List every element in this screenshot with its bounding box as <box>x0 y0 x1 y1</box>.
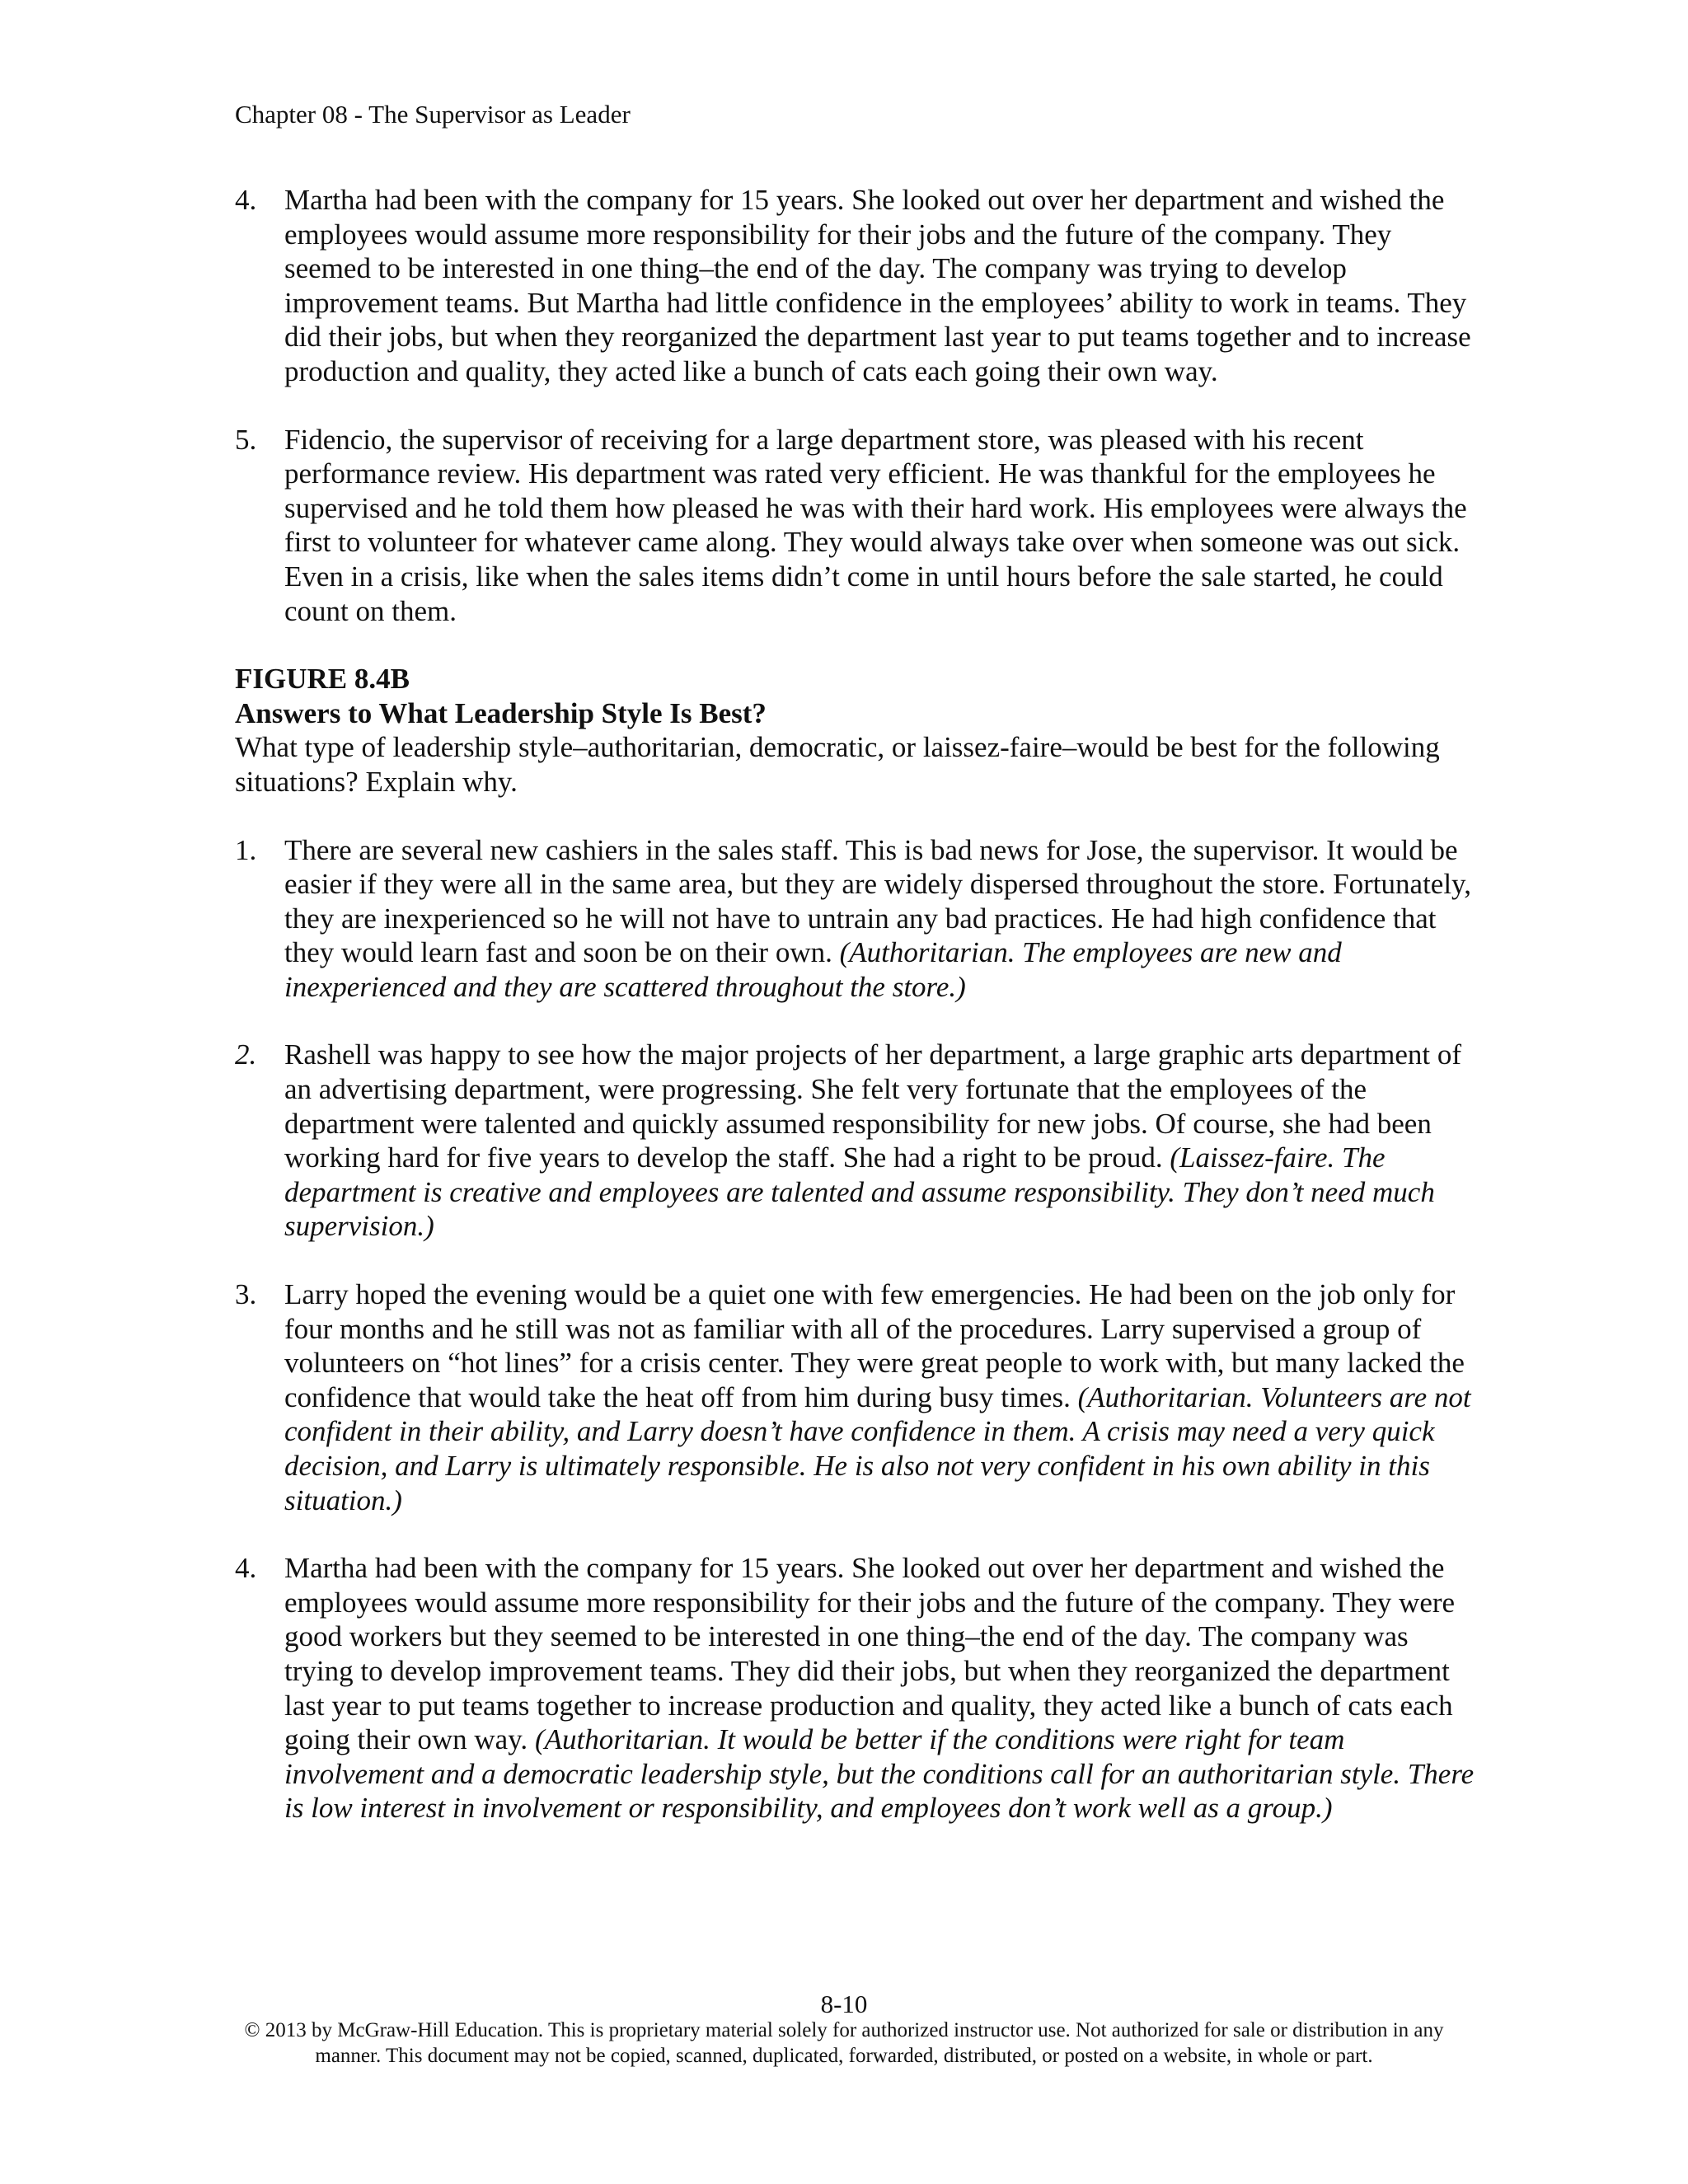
item-answer: (Authoritarian. It would be better if the conditions were right for team involvement and a democratic leadership style, but the conditions call for an authoritarian style. There is low interest in involvement or responsibility, and employees don’t work well as a group.) <box>284 1723 1475 1825</box>
item-number: 2. <box>235 1038 257 1071</box>
list-item <box>235 833 1475 1005</box>
copyright-notice: © 2013 by McGraw-Hill Education. This is proprietary material solely for authorized instructor use. Not authorized for sale or distribution in any manner. This document may not be copied, scanned, duplicated, forwarded, distributed, or posted on a website, in whole or part. <box>244 2019 1444 2067</box>
item-number: 4. <box>235 184 257 216</box>
item-answer: (Authoritarian. The employees are new and inexperienced and they are scattered throughout the store.) <box>284 936 1342 1003</box>
item-body <box>284 833 1475 1005</box>
item-body <box>284 1551 1475 1825</box>
list-item <box>235 1038 1475 1244</box>
item-text: Larry hoped the evening would be a quiet one with few emergencies. He had been on the job only for four months and he still was not as familiar with all of the procedures. Larry supervised a group of volunteers on “hot lines” for a crisis center. They were great people to work with, but many lacked the confidence that would take the heat off from him during busy times. <box>284 1278 1465 1413</box>
list-item <box>235 1277 1475 1517</box>
item-text: Martha had been with the company for 15 years. She looked out over her department and wished the employees would assume more responsibility for their jobs and the future of the company. They seemed to be interested in one thing–the end of the day. The company was trying to develop improvement teams. But Martha had little confidence in the employees’ ability to work in teams. They did their jobs, but when they reorganized the department last year to put teams together and to increase production and quality, they acted like a bunch of cats each going their own way. <box>284 184 1471 387</box>
item-text: Martha had been with the company for 15 years. She looked out over her department and wished the employees would assume more responsibility for their jobs and the future of the company. They were good workers but they seemed to be interested in one thing–the end of the day. The company was trying to develop improvement teams. They did their jobs, but when they reorganized the department last year to put teams together to increase production and quality, they acted like a bunch of cats each going their own way. <box>284 1552 1456 1756</box>
chapter-header: Chapter 08 - The Supervisor as Leader <box>235 100 631 129</box>
item-number: 3. <box>235 1278 257 1311</box>
item-number: 4. <box>235 1552 257 1585</box>
figure-heading <box>235 662 1475 730</box>
list-item <box>235 183 1475 389</box>
item-number: 1. <box>235 833 257 866</box>
page-number: 8-10 <box>820 1990 868 2018</box>
item-answer: (Authoritarian. Volunteers are not confident in their ability, and Larry doesn’t have confidence in them. A crisis may need a very quick decision, and Larry is ultimately responsible. He is also not very confident in his own ability in this situation.) <box>284 1380 1471 1516</box>
item-body <box>284 1038 1475 1244</box>
item-number: 5. <box>235 423 257 456</box>
figure-title: Answers to What Leadership Style Is Best? <box>235 696 767 729</box>
item-text: There are several new cashiers in the sales staff. This is bad news for Jose, the supervisor. It would be easier if they were all in the same area, but they are widely dispersed throughout the store. Fortunately, they are inexperienced so he will not have to untrain any bad practices. He had high confidence that they would learn fast and soon be on their own. <box>284 833 1472 969</box>
item-text: Rashell was happy to see how the major projects of her department, a large graphic arts department of an advertising department, were progressing. She felt very fortunate that the employees of the department were talented and quickly assumed responsibility for new jobs. Of course, she had been working hard for five years to develop the staff. She had a right to be proud. <box>284 1038 1462 1174</box>
figure-label: FIGURE 8.4B <box>235 663 410 696</box>
list-item <box>235 1551 1475 1825</box>
list-item <box>235 423 1475 629</box>
page-content <box>235 183 1475 1825</box>
item-answer: (Laissez-faire. The department is creative and employees are talented and assume responsibility. They don’t need much supervision.) <box>284 1141 1435 1243</box>
item-body <box>284 1277 1475 1517</box>
question-text: What type of leadership style–authoritarian, democratic, or laissez-faire–would be best for the following situations? Explain why. <box>235 731 1440 798</box>
item-text: Fidencio, the supervisor of receiving for a large department store, was pleased with his recent performance review. His department was rated very efficient. He was thankful for the employees he supervised and he told them how pleased he was with their hard work. His employees were always the first to volunteer for whatever came along. They would always take over when someone was out sick. Even in a crisis, like when the sales items didn’t come in until hours before the sale started, he could count on them. <box>284 423 1467 627</box>
